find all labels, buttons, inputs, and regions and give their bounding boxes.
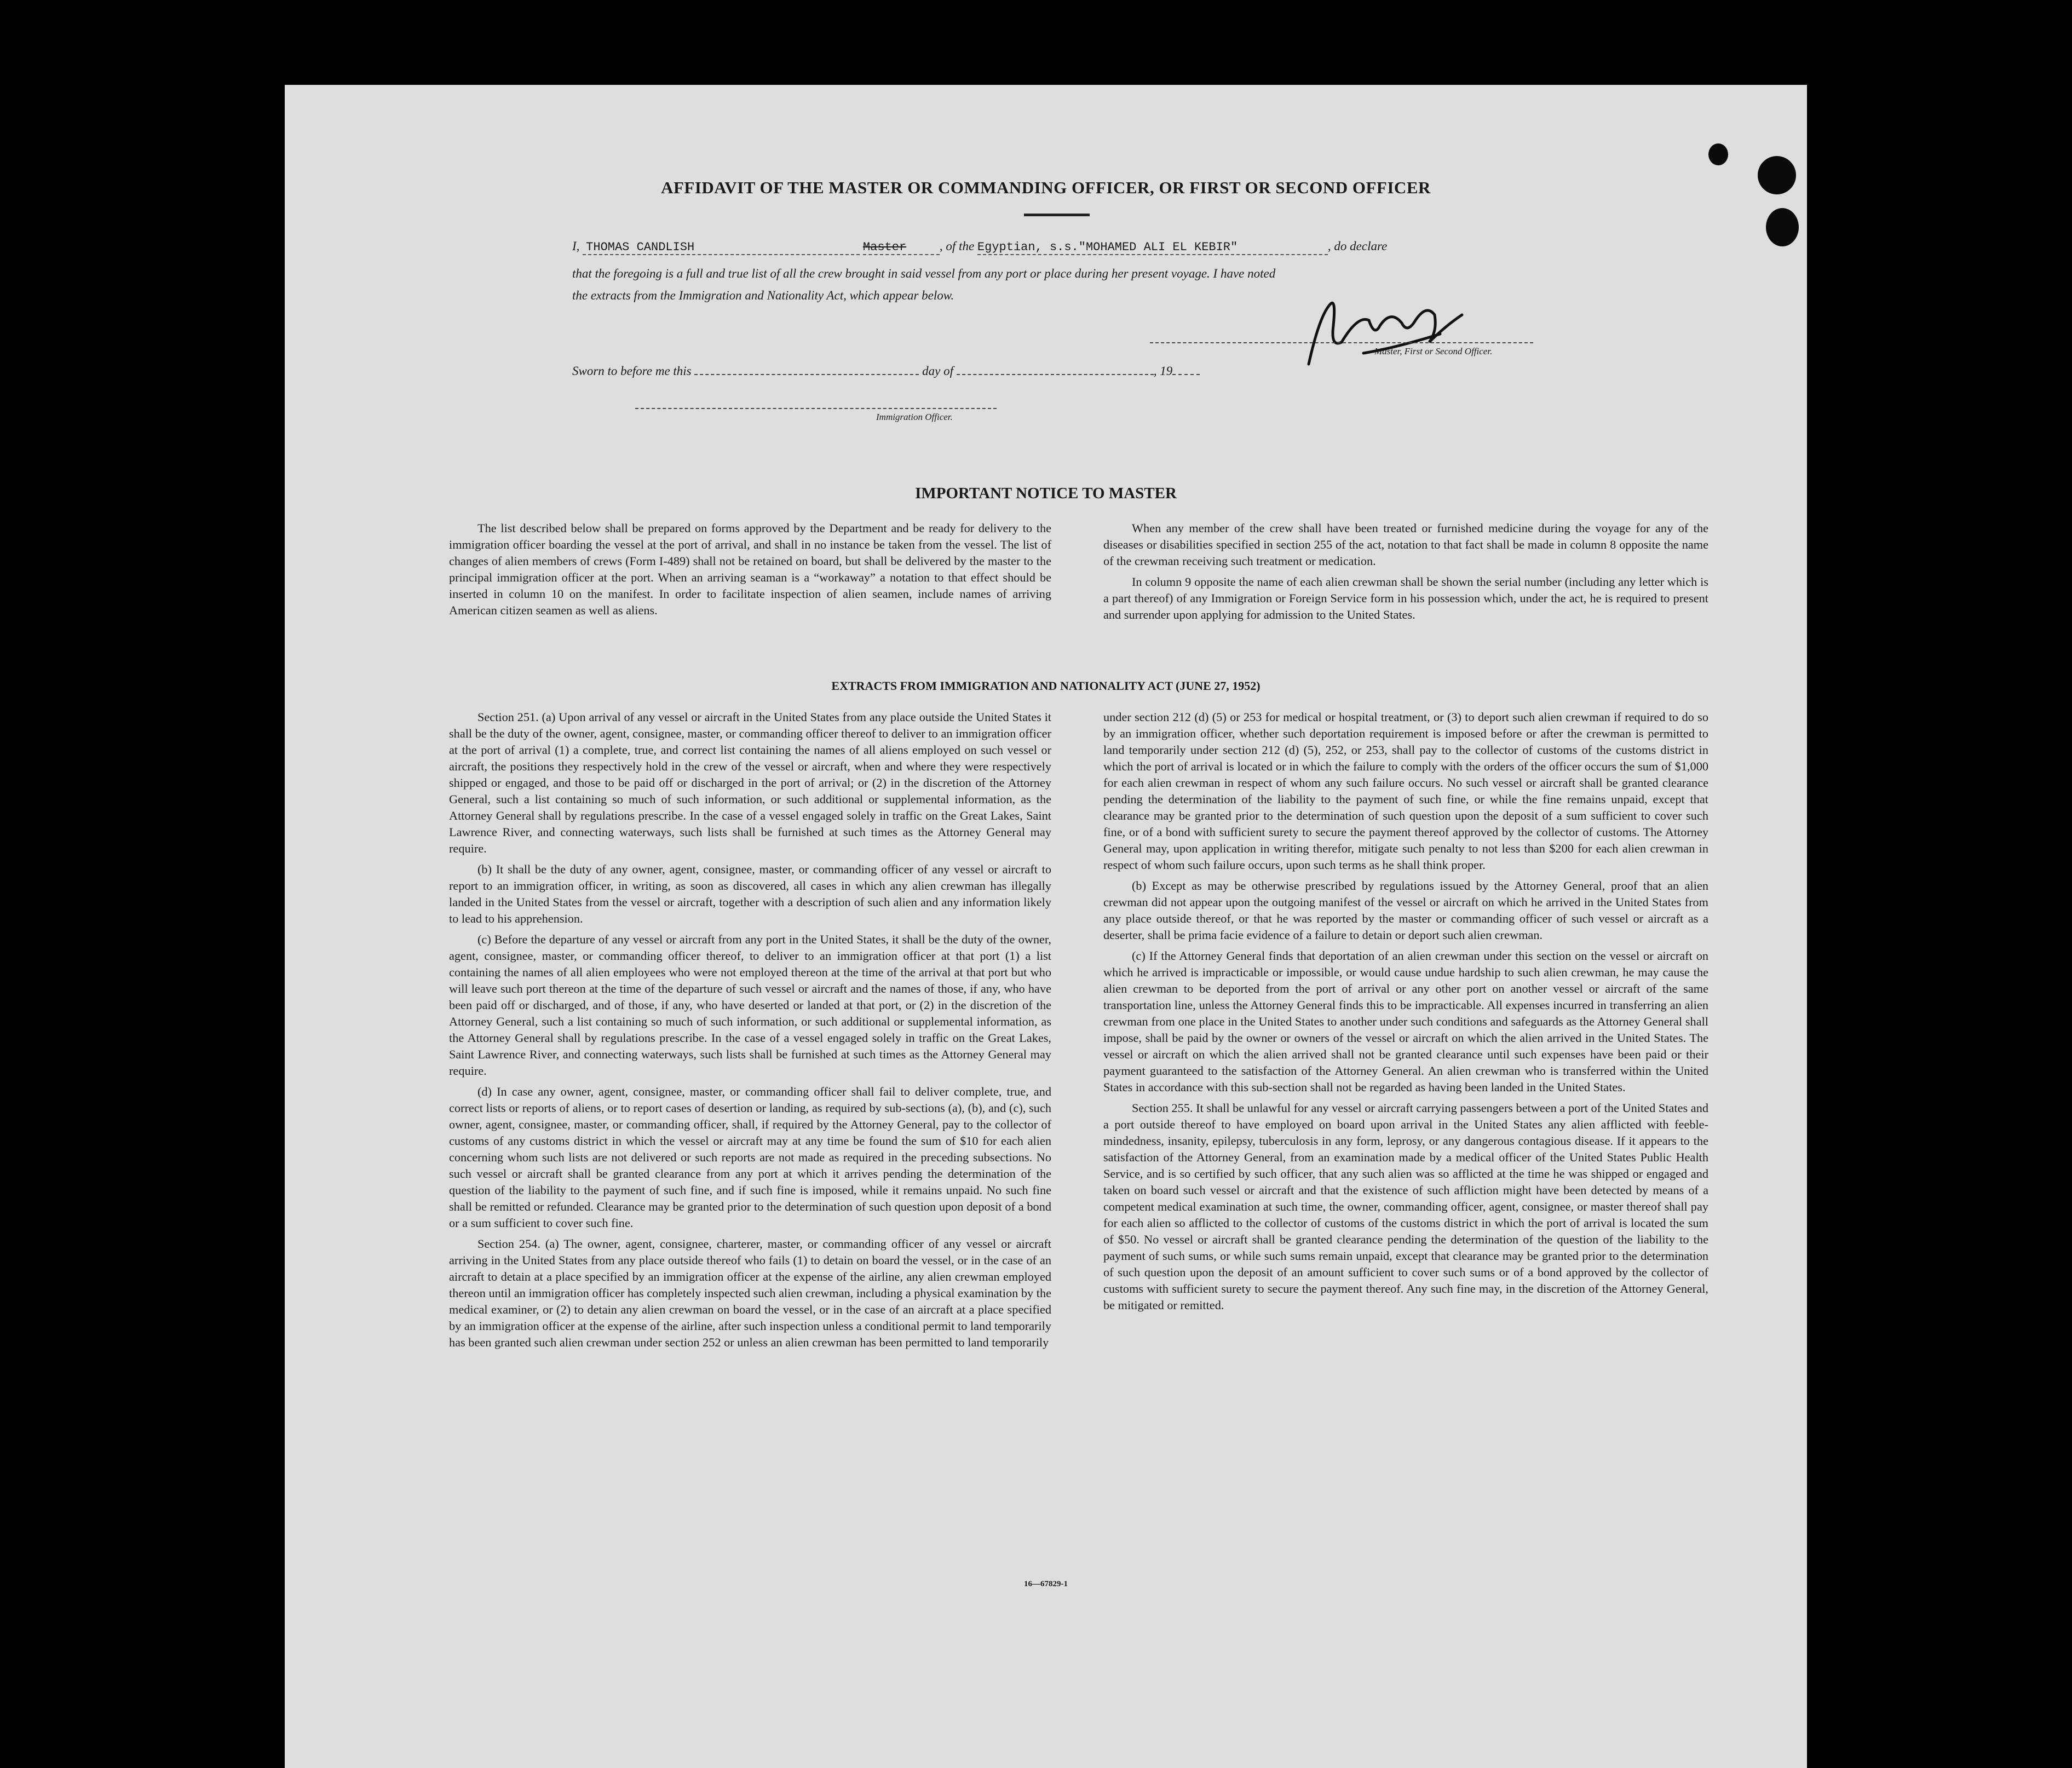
handwritten-signature [1298,282,1506,381]
statute-paragraph: Section 251. (a) Upon arrival of any vessel or aircraft in the United States from any place outside the United States it shall be the duty of the owner, agent, consignee, master, or commanding officer thereof to deliver to an immigration officer at the port of arrival (1) a complete, true, and correct list containing the names of all aliens employed on such vessel or aircraft, the positions they respectively hold in the crew of the vessel or aircraft, when and where they were respectively shipped or engaged, and those to be paid off or discharged in the port of arrival; or (2) in the discretion of the Attorney General, such a list containing so much of such information, or such additional or supplemental information, as the Attorney General shall by regulations prescribe. In the case of a vessel engaged solely in traffic on the Great Lakes, Saint Lawrence River, and connecting waterways, such lists shall be furnished at such times as the Attorney General may require. [449,710,1051,855]
sworn-label: Sworn to before me this [572,364,692,378]
bleed-through-mark [301,304,306,330]
year-label: , 19 [1153,364,1173,378]
officer-label: Immigration Officer. [876,412,953,422]
sworn-day-field [694,364,919,375]
statute-paragraph: under section 212 (d) (5) or 253 for medical or hospital treatment, or (3) to deport such alien crewman if required to do so by an immigration officer, whether such deportation requirement is imposed before or after the crewman is permitted to land temporarily under section 212 (d) (5), 252, or 253, shall pay to the collector of customs of the customs district in which the port of arrival is located or in which the failure to comply with the orders of the officer occurs the sum of $1,000 for each alien crewman in respect of whom any such failure occurs. No such vessel or aircraft shall be granted clearance pending the determination of the liability to the payment of such fine, or while the fine remains unpaid, except that clearance may be granted prior to the determination of such question upon the deposit of a sum sufficient to cover such fine, or of a bond with sufficient surety to secure the payment thereof approved by the collector of customs. The Attorney General may, upon application in writing therefor, mitigate such penalty to not less than $200 for each alien crewman in respect of whom such failure occurs, upon such terms as he shall think proper. [1103,710,1708,872]
statute-paragraph: (b) It shall be the duty of any owner, agent, consignee, master, or commanding officer of any vessel or aircraft to report to an immigration officer, in writing, as soon as discovered, all cases in which any alien crewman has illegally landed in the United States from the vessel or aircraft, together with a description of such alien and any information likely to lead to his apprehension. [449,862,1051,925]
statute-paragraph: (b) Except as may be otherwise prescribed by regulations issued by the Attorney General, proof that an alien crewman did not appear upon the outgoing manifest of the vessel or aircraft on which he arrived in the United States from any place outside thereof, or that he was reported by the master or commanding officer of such vessel or aircraft as a deserter, shall be prima facie evidence of a failure to detain or deport such alien crewman. [1103,879,1708,942]
punch-hole-mark [1708,143,1728,165]
form-number: 16—67829-1 [1024,1580,1068,1588]
officer-signature-line [635,408,997,409]
extracts-left-column [449,709,1051,1355]
sworn-month-field [957,364,1154,375]
of-the-label: , of the [939,239,975,253]
title-rule [1024,214,1090,216]
punch-hole-mark [1766,208,1799,246]
i-label: I, [572,239,580,253]
notice-paragraph: The list described below shall be prepared on forms approved by the Department and be ready for delivery to the immigration officer boarding the vessel at the port of arrival, and shall in no instance be taken from the vessel. The list of changes of alien members of crews (Form I-489) shall not be retained on board, but shall be delivered by the master to the principal immigration officer at the port. When an arriving seaman is a “workaway” a notation to that effect should be inserted in column 10 on the manifest. In order to facilitate inspection of alien seamen, include names of arriving American citizen seamen as well as aliens. [449,521,1051,617]
rank-field: Master [863,240,940,255]
statute-paragraph: (c) Before the departure of any vessel or aircraft from any port in the United States, it shall be the duty of the owner, agent, consignee, master, or commanding officer thereof, to deliver to an immigration officer at that port (1) a list containing the names of all alien employees who were not employed thereon at the time of the arrival at that port but who will leave such port thereon at the time of the departure of such vessel or aircraft and the names of those, if any, who have been paid off or discharged, and of those, if any, who have deserted or landed at that port, or (2) in the discretion of the Attorney General, such a list containing so much of such information, or such additional or supplemental information, as the Attorney General shall by regulations prescribe. In the case of a vessel engaged solely in traffic on the Great Lakes, Saint Lawrence River, and connecting waterways, such lists shall be furnished at such times as the Attorney General may require. [449,932,1051,1078]
affidavit-title: AFFIDAVIT OF THE MASTER OR COMMANDING OFFICER, OR FIRST OR SECOND OFFICER [661,178,1431,197]
statute-paragraph: (c) If the Attorney General finds that deportation of an alien crewman under this section on the vessel or aircraft on which he arrived is impracticable or impossible, or would cause undue hardship to such alien crewman, he may cause the alien crewman to be deported from the port of arrival or any other port on another vessel or aircraft of the same transportation line, unless the Attorney General finds this to be impracticable. All expenses incurred in transferring an alien crewman from one place in the United States to another under such conditions and safeguards as the Attorney General shall impose, shall be paid by the owner or owners of the vessel or aircraft on which the alien arrived in the United States. The vessel or aircraft on which the alien arrived shall not be granted clearance until such expenses have been paid or their payment guaranteed to the satisfaction of the Attorney General. An alien crewman who is transferred within the United States in accordance with this sub-section shall not be regarded as having been landed in the United States. [1103,949,1708,1094]
notice-paragraph: When any member of the crew shall have been treated or furnished medicine during the voyage for any of the diseases or disabilities specified in section 255 of the act, notation to that fact shall be made in column 8 opposite the name of the crewman receiving such treatment or medication. [1103,521,1708,568]
signature-line [1150,342,1533,343]
signature-label: Master, First or Second Officer. [1374,346,1493,356]
notice-paragraph: In column 9 opposite the name of each alien crewman shall be shown the serial number (including any letter which is a part thereof) of any Immigration or Foreign Service form in his possession which, under the act, he is required to present and surrender upon applying for admission to the United States. [1103,575,1708,621]
declaration-line-3: the extracts from the Immigration and Nationality Act, which appear below. [572,289,954,302]
do-declare-label: , do declare [1327,239,1388,253]
statute-paragraph: Section 254. (a) The owner, agent, consignee, charterer, master, or commanding officer of any vessel or aircraft arriving in the United States from any place outside thereof who fails (1) to detain on board the vessel, or in the case of an aircraft to detain at a place specified by an immigration officer at the expense of the airline, any alien crewman employed thereon until an immigration officer has completely inspected such alien crewman, including a physical examination by the medical examiner, or (2) to detain any alien crewman on board the vessel, or in the case of an aircraft at a place specified by an immigration officer at the expense of the airline, after such inspection unless a conditional permit to land temporarily has been granted such alien crewman under section 252 or unless an alien crewman has been permitted to land temporarily [449,1237,1051,1349]
sworn-year-field [1172,364,1200,375]
extracts-right-column [1103,709,1708,1318]
punch-hole-mark [1758,156,1796,194]
sworn-line [572,364,1200,378]
notice-title: IMPORTANT NOTICE TO MASTER [915,485,1177,502]
declaration-line-2: that the foregoing is a full and true list of all the crew brought in said vessel from any port or place during her present voyage. I have noted [572,267,1276,280]
notice-left-column [449,520,1051,623]
statute-paragraph: (d) In case any owner, agent, consignee, master, or commanding officer shall fail to deliver complete, true, and correct lists or reports of aliens, or to report cases of desertion or landing, as required by sub-sections (a), (b), and (c), such owner, agent, consignee, master, or commanding officer, shall, if required by the Attorney General, pay to the collector of customs of any customs district in which the vessel or aircraft may at any time be found the sum of $10 for each alien concerning whom such lists are not delivered or such reports are not made as required in the preceding subsections. No such vessel or aircraft shall be granted clearance from any port at which it arrives pending the determination of the question of the liability to the payment of such fine, and if such fine is imposed, while it remains unpaid. No such fine shall be remitted or refunded. Clearance may be granted prior to the determination of such question upon deposit of a bond or a sum sufficient to cover such fine. [449,1085,1051,1230]
vessel-field: Egyptian, s.s."MOHAMED ALI EL KEBIR" [977,240,1328,255]
document-page [285,85,1807,1768]
statute-paragraph: Section 255. It shall be unlawful for any vessel or aircraft carrying passengers between a port of the United States and a port outside thereof to have employed on board upon arrival in the United States any alien afflicted with feeble-mindedness, insanity, epilepsy, tuberculosis in any form, leprosy, or any dangerous contagious disease. If it appears to the satisfaction of the Attorney General, from an examination made by a medical officer of the United States Public Health Service, and is so certified by such officer, that any such alien was so afflicted at the time he was shipped or engaged and taken on board such vessel or aircraft and that the existence of such affliction might have been detected by means of a competent medical examination at such time, the owner, commanding officer, agent, consignee, or master thereof shall pay for each alien so afflicted to the collector of customs of the customs district in which the port of arrival is located the sum of $50. No vessel or aircraft shall be granted clearance pending the determination of the question of the liability to the payment of such sums, or while such sums remain unpaid, except that clearance may be granted prior to the determination of such question upon the deposit of an amount sufficient to cover such sums or of a bond approved by the collector of customs with sufficient surety to secure the payment thereof. Any such fine may, in the discretion of the Attorney General, be mitigated or remitted. [1103,1101,1708,1312]
day-of-label: day of [922,364,953,378]
declaration-line-1 [572,239,1667,255]
notice-right-column [1103,520,1708,627]
extracts-title: EXTRACTS FROM IMMIGRATION AND NATIONALITY ACT (JUNE 27, 1952) [831,679,1261,693]
master-name-field: THOMAS CANDLISH [583,240,860,255]
